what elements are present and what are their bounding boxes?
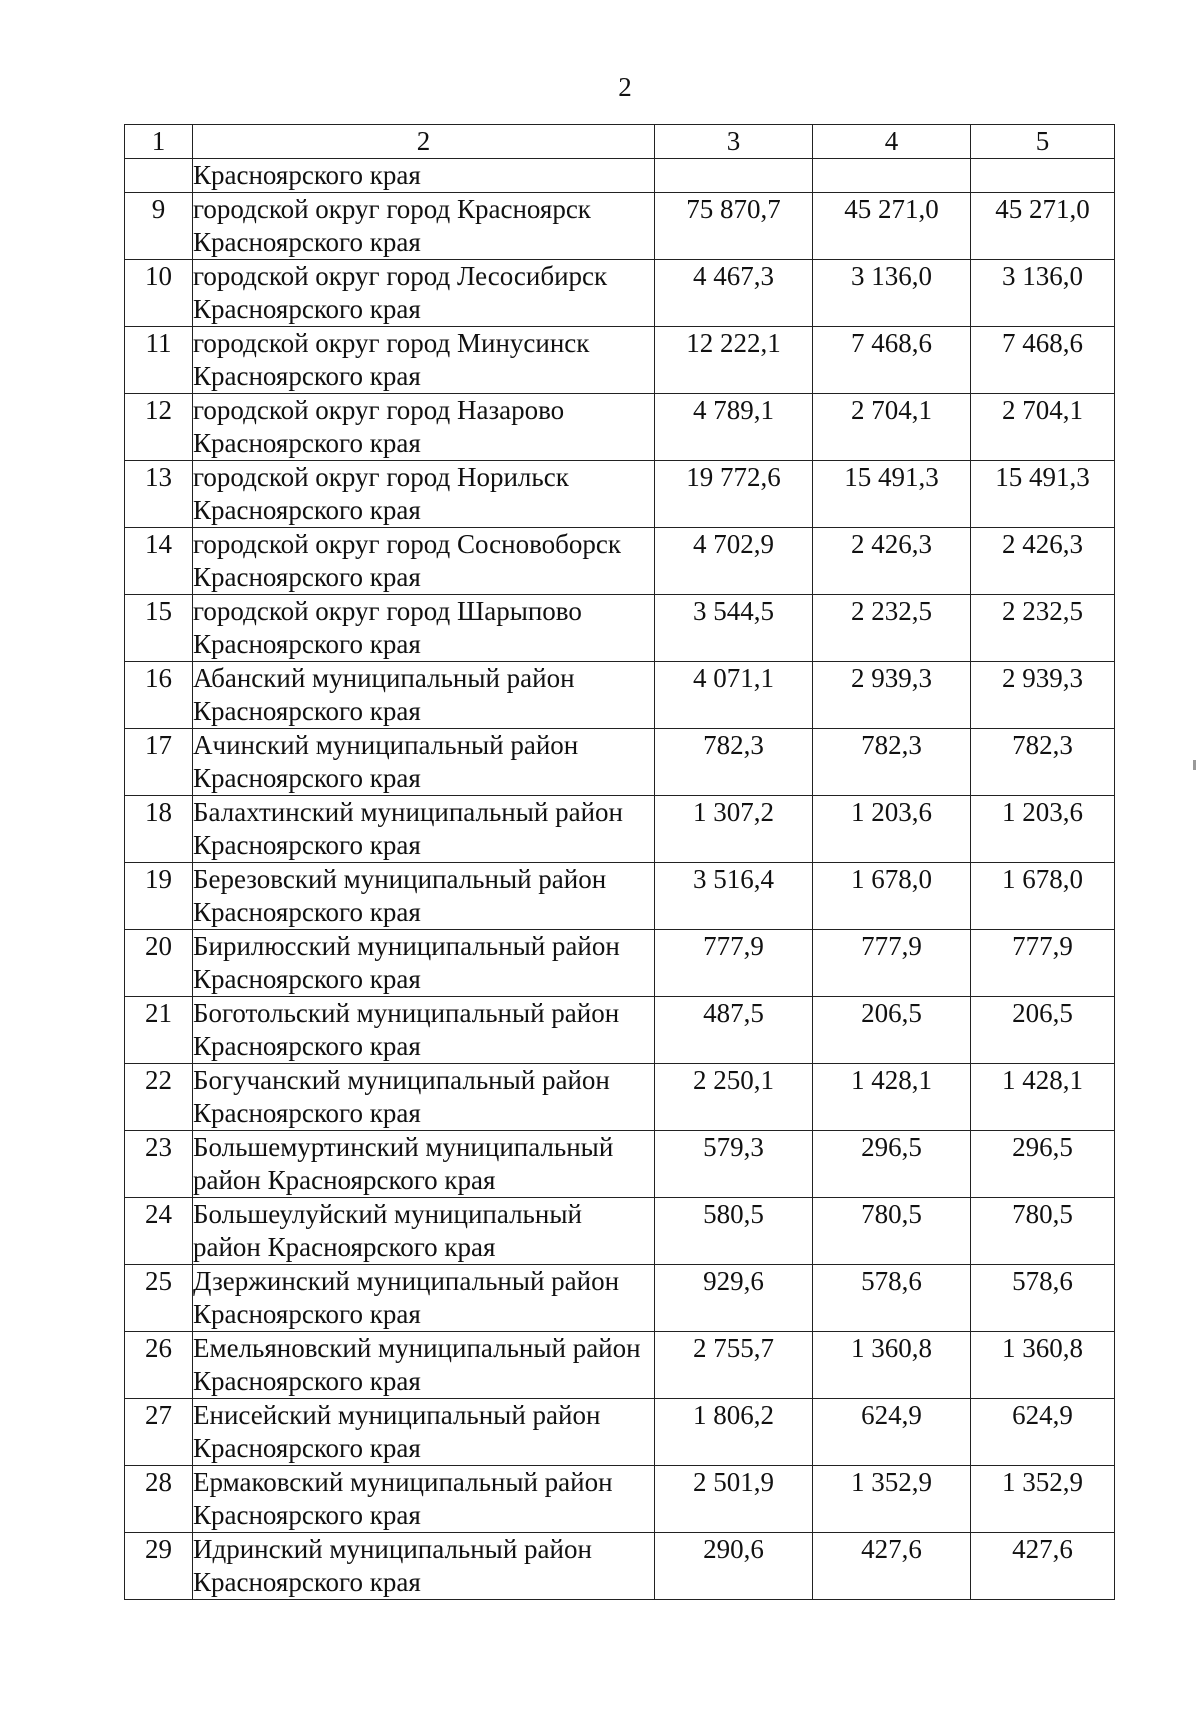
value-col-4: 578,6 <box>813 1265 971 1332</box>
row-number: 22 <box>125 1064 193 1131</box>
row-number: 28 <box>125 1466 193 1533</box>
municipality-name: Ачинский муниципальный район Красноярского края <box>193 729 655 796</box>
municipality-name: городской округ город Лесосибирск Красноярского края <box>193 260 655 327</box>
row-number: 15 <box>125 595 193 662</box>
table-row <box>125 796 1115 863</box>
header-row <box>125 125 1115 159</box>
municipality-name: Дзержинский муниципальный район Красноярского края <box>193 1265 655 1332</box>
header-cell-3: 3 <box>655 125 813 159</box>
table-row <box>125 528 1115 595</box>
row-number: 13 <box>125 461 193 528</box>
table-row <box>125 394 1115 461</box>
value-col-5: 624,9 <box>971 1399 1115 1466</box>
header-cell-5: 5 <box>971 125 1115 159</box>
value-col-5: 427,6 <box>971 1533 1115 1600</box>
value-col-5: 15 491,3 <box>971 461 1115 528</box>
continuation-row <box>125 159 1115 193</box>
row-number: 21 <box>125 997 193 1064</box>
table-row <box>125 1265 1115 1332</box>
value-col-3: 2 755,7 <box>655 1332 813 1399</box>
value-col-5: 45 271,0 <box>971 193 1115 260</box>
value-col-3 <box>655 159 813 193</box>
municipality-name: Большеулуйский муниципальный район Красноярского края <box>193 1198 655 1265</box>
value-col-3: 2 501,9 <box>655 1466 813 1533</box>
value-col-5: 1 352,9 <box>971 1466 1115 1533</box>
municipality-name: городской округ город Минусинск Красноярского края <box>193 327 655 394</box>
municipality-name: Енисейский муниципальный район Красноярского края <box>193 1399 655 1466</box>
value-col-4: 206,5 <box>813 997 971 1064</box>
table-row <box>125 863 1115 930</box>
value-col-3: 3 544,5 <box>655 595 813 662</box>
value-col-5: 780,5 <box>971 1198 1115 1265</box>
municipality-name: Бирилюсский муниципальный район Красноярского края <box>193 930 655 997</box>
row-number: 25 <box>125 1265 193 1332</box>
value-col-4: 427,6 <box>813 1533 971 1600</box>
row-number: 9 <box>125 193 193 260</box>
row-number: 11 <box>125 327 193 394</box>
value-col-4: 2 426,3 <box>813 528 971 595</box>
value-col-4: 624,9 <box>813 1399 971 1466</box>
table-row <box>125 930 1115 997</box>
table-body <box>125 125 1115 1600</box>
value-col-5: 1 203,6 <box>971 796 1115 863</box>
header-cell-1: 1 <box>125 125 193 159</box>
value-col-5: 296,5 <box>971 1131 1115 1198</box>
page-number: 2 <box>618 72 632 102</box>
value-col-3: 4 467,3 <box>655 260 813 327</box>
value-col-5: 782,3 <box>971 729 1115 796</box>
table-row <box>125 662 1115 729</box>
value-col-3: 4 702,9 <box>655 528 813 595</box>
value-col-3: 75 870,7 <box>655 193 813 260</box>
municipality-name: Ермаковский муниципальный район Красноярского края <box>193 1466 655 1533</box>
value-col-3: 782,3 <box>655 729 813 796</box>
municipality-name: городской округ город Красноярск Красноярского края <box>193 193 655 260</box>
table-row <box>125 1533 1115 1600</box>
municipality-name: Балахтинский муниципальный район Красноярского края <box>193 796 655 863</box>
value-col-3: 4 071,1 <box>655 662 813 729</box>
value-col-4: 1 428,1 <box>813 1064 971 1131</box>
value-col-5: 2 704,1 <box>971 394 1115 461</box>
value-col-4: 296,5 <box>813 1131 971 1198</box>
municipality-name: Березовский муниципальный район Красноярского края <box>193 863 655 930</box>
value-col-3: 290,6 <box>655 1533 813 1600</box>
row-number: 29 <box>125 1533 193 1600</box>
value-col-5: 1 428,1 <box>971 1064 1115 1131</box>
municipality-name: Абанский муниципальный район Красноярского края <box>193 662 655 729</box>
value-col-5: 206,5 <box>971 997 1115 1064</box>
row-number: 18 <box>125 796 193 863</box>
value-col-5: 7 468,6 <box>971 327 1115 394</box>
value-col-4: 2 704,1 <box>813 394 971 461</box>
row-number <box>125 159 193 193</box>
value-col-3: 19 772,6 <box>655 461 813 528</box>
municipality-name: городской округ город Шарыпово Красноярского края <box>193 595 655 662</box>
value-col-5: 2 426,3 <box>971 528 1115 595</box>
header-cell-2: 2 <box>193 125 655 159</box>
row-number: 14 <box>125 528 193 595</box>
row-number: 26 <box>125 1332 193 1399</box>
value-col-4: 1 360,8 <box>813 1332 971 1399</box>
row-number: 27 <box>125 1399 193 1466</box>
value-col-3: 4 789,1 <box>655 394 813 461</box>
value-col-3: 12 222,1 <box>655 327 813 394</box>
value-col-4: 2 939,3 <box>813 662 971 729</box>
value-col-4: 3 136,0 <box>813 260 971 327</box>
value-col-4 <box>813 159 971 193</box>
value-col-4: 2 232,5 <box>813 595 971 662</box>
value-col-5: 1 360,8 <box>971 1332 1115 1399</box>
municipality-name: Богучанский муниципальный район Красноярского края <box>193 1064 655 1131</box>
municipality-name: городской округ город Назарово Красноярского края <box>193 394 655 461</box>
municipality-name: городской округ город Норильск Красноярского края <box>193 461 655 528</box>
table-row <box>125 997 1115 1064</box>
municipality-name: Емельяновский муниципальный район Красноярского края <box>193 1332 655 1399</box>
table-row <box>125 1399 1115 1466</box>
value-col-5: 777,9 <box>971 930 1115 997</box>
table-row <box>125 1131 1115 1198</box>
municipality-name: городской округ город Сосновоборск Красноярского края <box>193 528 655 595</box>
row-number: 10 <box>125 260 193 327</box>
table-row <box>125 327 1115 394</box>
value-col-4: 1 352,9 <box>813 1466 971 1533</box>
value-col-3: 2 250,1 <box>655 1064 813 1131</box>
municipality-name: Боготольский муниципальный район Красноярского края <box>193 997 655 1064</box>
value-col-3: 579,3 <box>655 1131 813 1198</box>
value-col-3: 3 516,4 <box>655 863 813 930</box>
value-col-4: 1 678,0 <box>813 863 971 930</box>
value-col-4: 45 271,0 <box>813 193 971 260</box>
value-col-5: 578,6 <box>971 1265 1115 1332</box>
value-col-5: 2 232,5 <box>971 595 1115 662</box>
scan-mark <box>1193 760 1196 770</box>
value-col-3: 1 806,2 <box>655 1399 813 1466</box>
value-col-4: 780,5 <box>813 1198 971 1265</box>
value-col-5: 2 939,3 <box>971 662 1115 729</box>
municipality-name: Красноярского края <box>193 159 655 193</box>
table-row <box>125 595 1115 662</box>
value-col-3: 929,6 <box>655 1265 813 1332</box>
value-col-3: 487,5 <box>655 997 813 1064</box>
value-col-3: 1 307,2 <box>655 796 813 863</box>
value-col-5: 3 136,0 <box>971 260 1115 327</box>
row-number: 19 <box>125 863 193 930</box>
row-number: 23 <box>125 1131 193 1198</box>
table-row <box>125 729 1115 796</box>
table-row <box>125 1332 1115 1399</box>
value-col-5 <box>971 159 1115 193</box>
data-table <box>124 124 1115 1600</box>
row-number: 12 <box>125 394 193 461</box>
row-number: 24 <box>125 1198 193 1265</box>
row-number: 20 <box>125 930 193 997</box>
value-col-4: 777,9 <box>813 930 971 997</box>
row-number: 17 <box>125 729 193 796</box>
header-cell-4: 4 <box>813 125 971 159</box>
value-col-3: 777,9 <box>655 930 813 997</box>
table-row <box>125 260 1115 327</box>
value-col-4: 15 491,3 <box>813 461 971 528</box>
table-row <box>125 193 1115 260</box>
table-row <box>125 1198 1115 1265</box>
value-col-4: 7 468,6 <box>813 327 971 394</box>
municipality-name: Идринский муниципальный район Красноярского края <box>193 1533 655 1600</box>
municipality-name: Большемуртинский муниципальный район Красноярского края <box>193 1131 655 1198</box>
value-col-5: 1 678,0 <box>971 863 1115 930</box>
value-col-4: 782,3 <box>813 729 971 796</box>
table-row <box>125 1064 1115 1131</box>
table-row <box>125 1466 1115 1533</box>
value-col-4: 1 203,6 <box>813 796 971 863</box>
table-row <box>125 461 1115 528</box>
value-col-3: 580,5 <box>655 1198 813 1265</box>
row-number: 16 <box>125 662 193 729</box>
